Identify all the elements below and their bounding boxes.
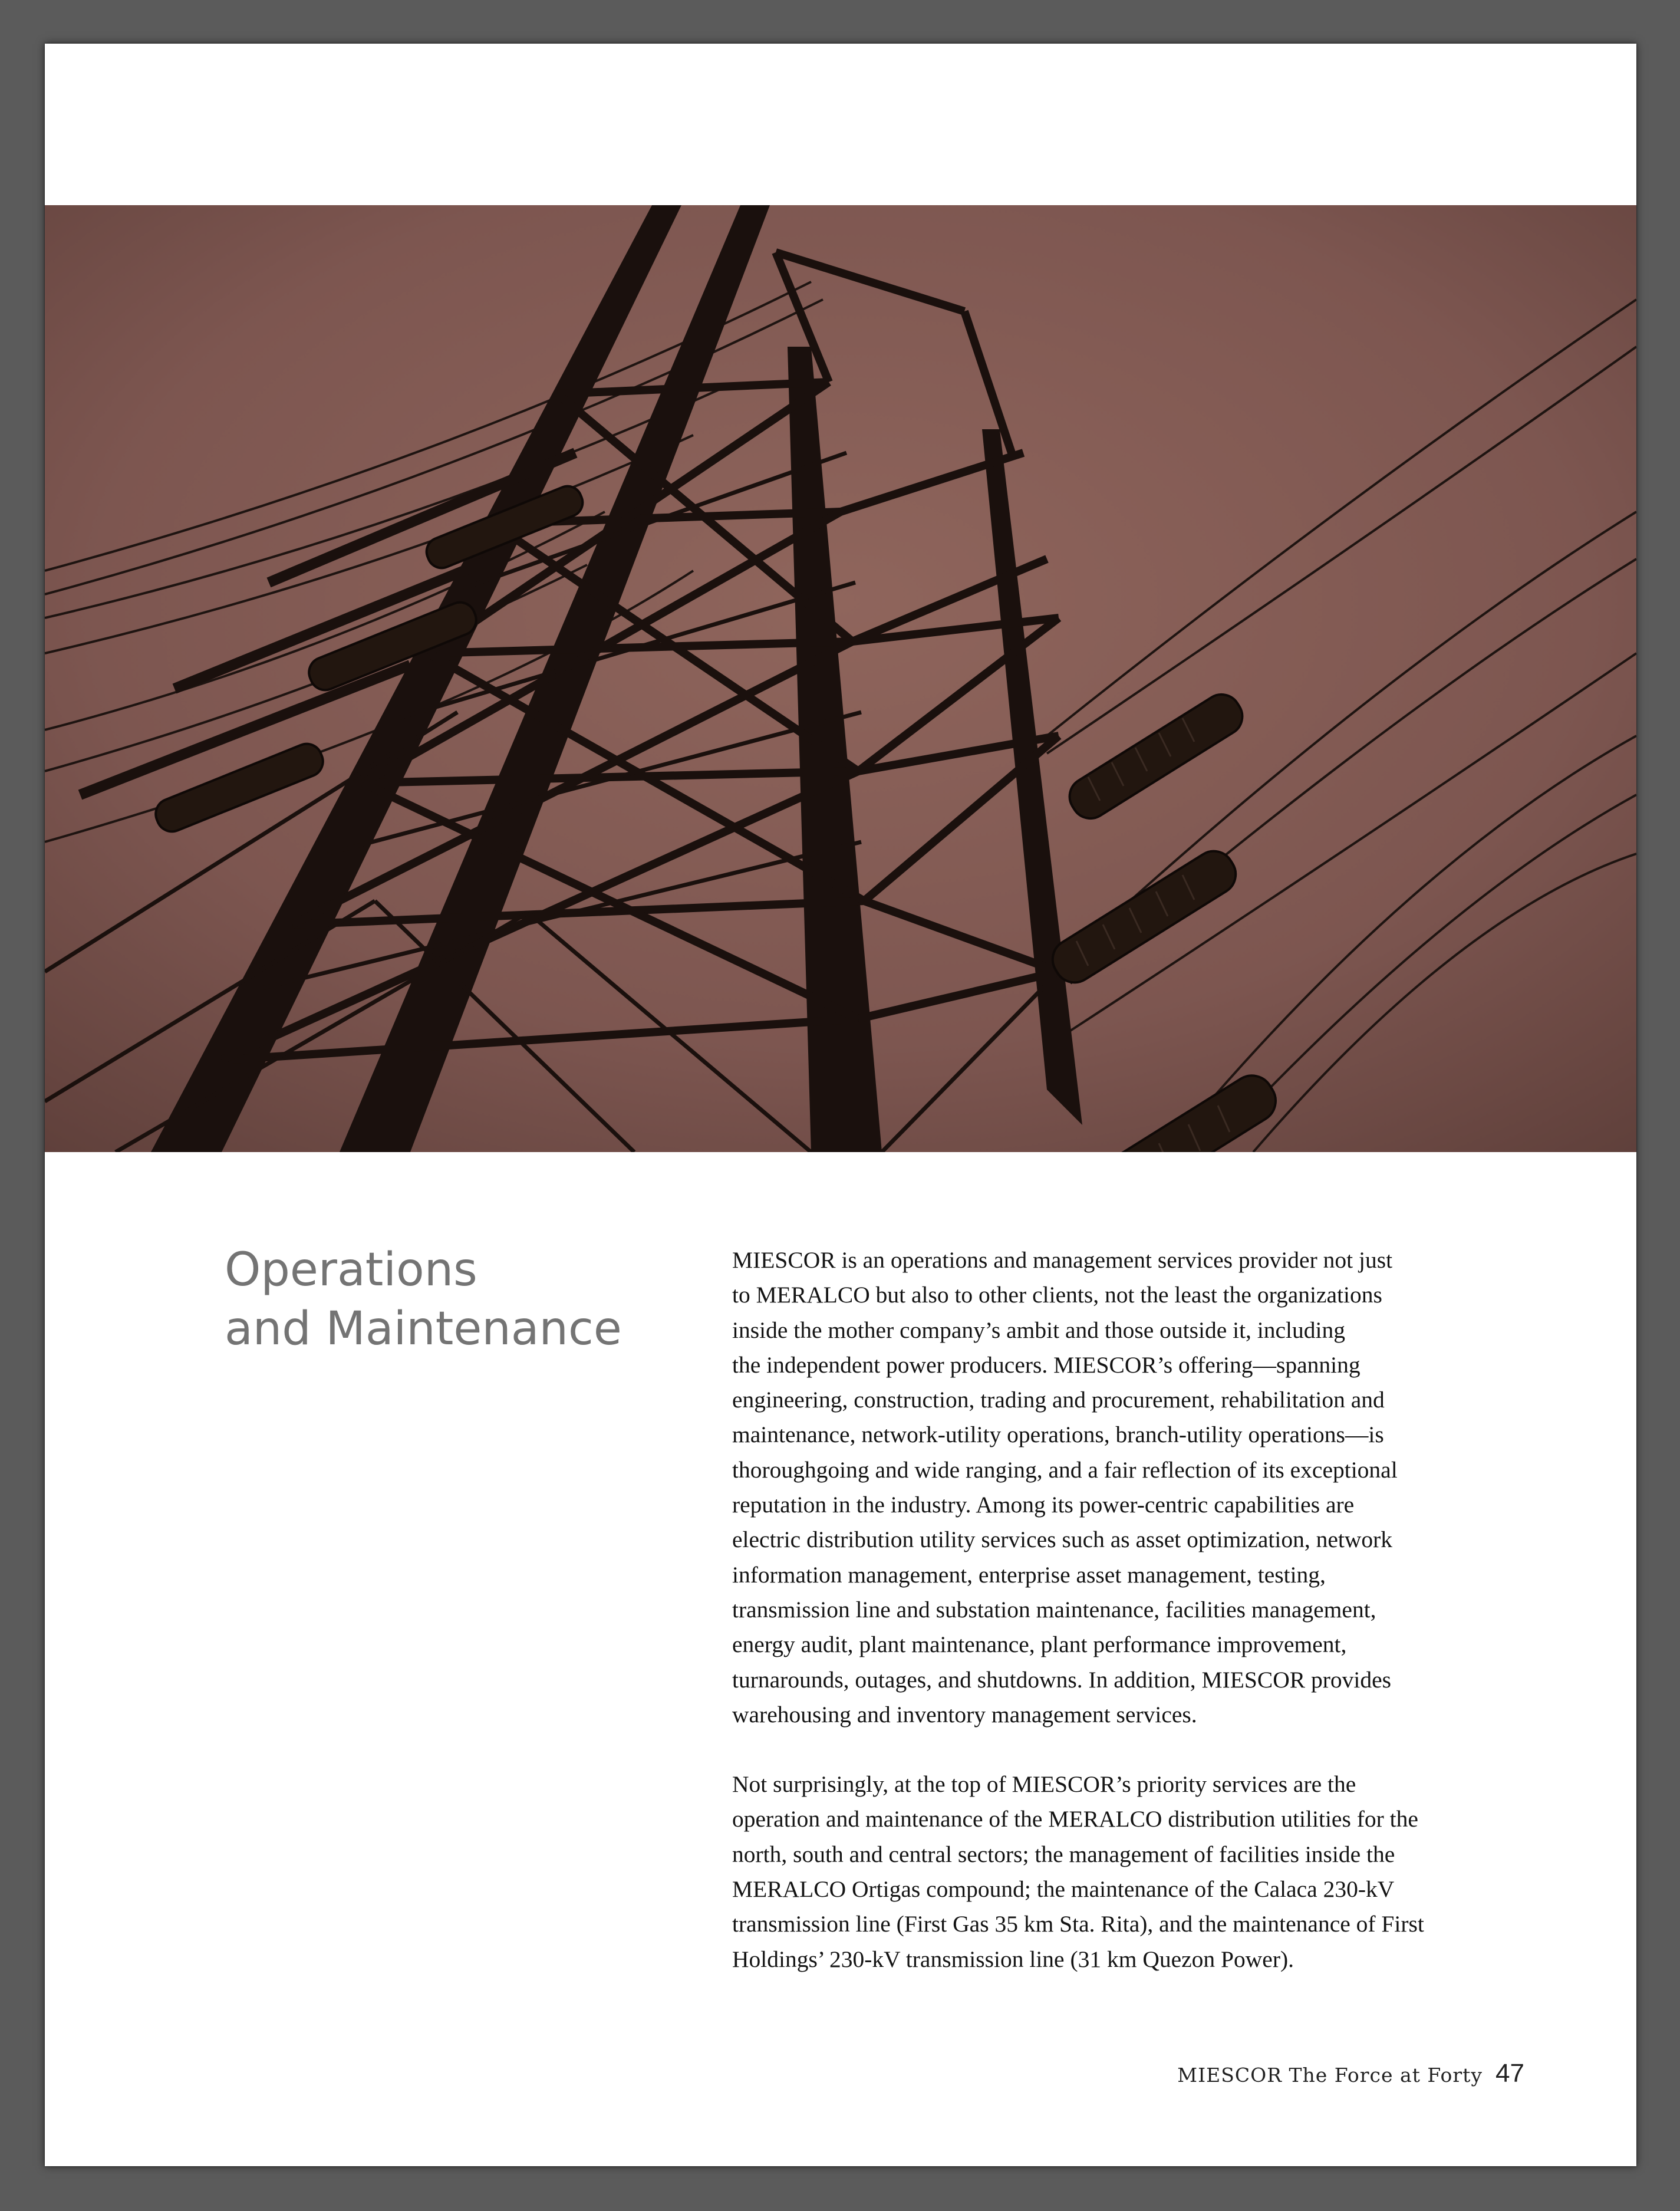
text-line: thoroughgoing and wide ranging, and a fair reflection of its exceptional [732,1456,1398,1483]
heading-line: and Maintenance [225,1302,622,1355]
paragraph [732,1767,1510,1977]
text-line: transmission line (First Gas 35 km Sta. Rita), and the maintenance of First [732,1911,1424,1937]
text-line: Holdings’ 230-kV transmission line (31 km Quezon Power). [732,1946,1294,1972]
text-line: information management, enterprise asset management, testing, [732,1561,1326,1588]
text-line: engineering, construction, trading and procurement, rehabilitation and [732,1387,1385,1413]
article-body [732,1243,1510,1977]
text-line: Not surprisingly, at the top of MIESCOR’s priority services are the [732,1771,1356,1798]
heading-line: Operations [225,1243,477,1297]
text-line: transmission line and substation maintenance, facilities management, [732,1596,1376,1623]
text-line: MERALCO Ortigas compound; the maintenance of the Calaca 230-kV [732,1876,1395,1903]
text-line: electric distribution utility services such as asset optimization, network [732,1526,1393,1553]
text-line: reputation in the industry. Among its power-centric capabilities are [732,1492,1355,1518]
transmission-tower-photo [45,205,1636,1152]
text-line: inside the mother company’s ambit and those outside it, including [732,1317,1345,1343]
text-line: north, south and central sectors; the management of facilities inside the [732,1841,1395,1867]
page-footer [1177,2059,1524,2088]
text-line: turnarounds, outages, and shutdowns. In addition, MIESCOR provides [732,1666,1391,1693]
text-line: energy audit, plant maintenance, plant performance improvement, [732,1631,1347,1658]
text-line: to MERALCO but also to other clients, not the least the organizations [732,1282,1382,1308]
text-line: warehousing and inventory management services. [732,1701,1197,1728]
text-line: operation and maintenance of the MERALCO distribution utilities for the [732,1806,1418,1832]
publication-title: MIESCOR The Force at Forty [1177,2064,1483,2087]
text-line: maintenance, network-utility operations, branch-utility operations—is [732,1422,1384,1448]
page-number: 47 [1495,2059,1524,2088]
transmission-tower-image [45,205,1636,1152]
section-heading [225,1241,673,1358]
text-line: the independent power producers. MIESCOR’s offering—spanning [732,1351,1361,1378]
paragraph [732,1243,1510,1732]
text-line: MIESCOR is an operations and management services provider not just [732,1247,1393,1273]
document-page [45,44,1636,2166]
